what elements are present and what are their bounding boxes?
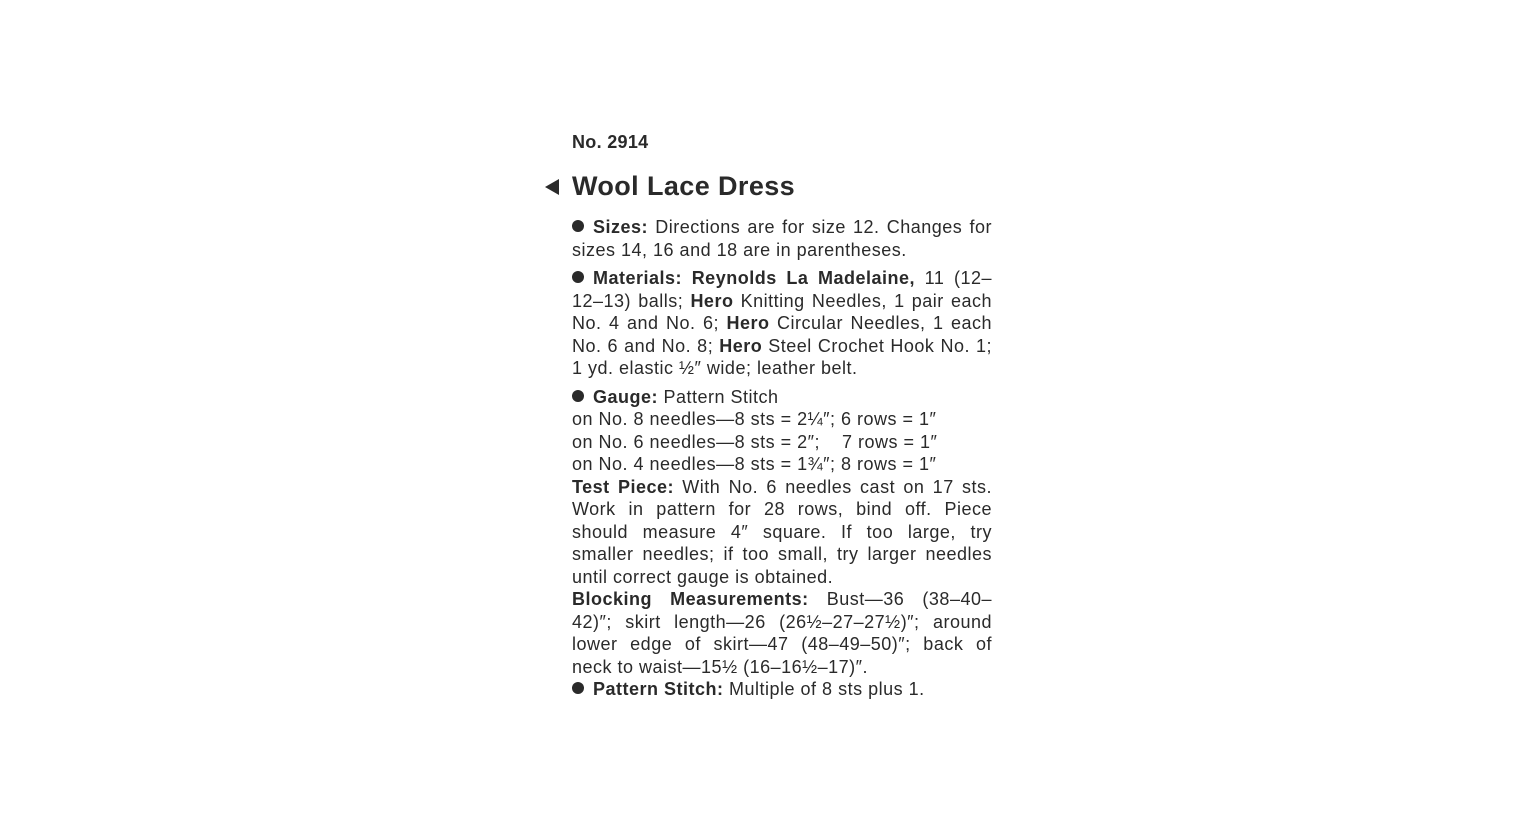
pattern-stitch-text: Multiple of 8 sts plus 1. — [723, 679, 925, 699]
materials-text: Knitting Needles, 1 pair each No. 4 and No. 6; — [572, 290, 992, 333]
bullet-icon — [572, 271, 584, 283]
pattern-document — [572, 130, 992, 701]
sizes-text: Directions are for size 12. Changes for sizes 14, 16 and 18 are in parentheses. — [572, 217, 992, 260]
materials-brand-hero: Hero — [726, 313, 770, 333]
materials-brand-hero: Hero — [690, 290, 734, 311]
bullet-icon — [572, 390, 584, 402]
materials-brand-hero: Hero — [719, 335, 763, 356]
bullet-icon — [572, 220, 584, 232]
blocking-section — [572, 588, 992, 678]
materials-text: Circular Needles, 1 each No. 6 and No. 8; — [572, 313, 992, 356]
sizes-section — [572, 216, 992, 261]
title-row — [572, 168, 992, 204]
blocking-label: Blocking Measurements: — [572, 589, 809, 609]
pattern-number: No. 2914 — [572, 132, 649, 152]
gauge-line: on No. 6 needles—8 sts = 2″; 7 rows = 1″ — [572, 431, 938, 452]
materials-yarn-brand: Reynolds La Madelaine, — [691, 268, 916, 288]
pointer-arrow-icon — [545, 179, 559, 195]
gauge-section — [572, 386, 992, 409]
gauge-label: Gauge: — [593, 386, 659, 407]
pattern-title: Wool Lace Dress — [572, 171, 796, 201]
gauge-text: Pattern Stitch — [658, 386, 779, 407]
test-piece-section — [572, 476, 992, 589]
pattern-stitch-label: Pattern Stitch: — [593, 679, 724, 699]
materials-section — [572, 267, 992, 380]
test-piece-label: Test Piece: — [572, 476, 675, 497]
blocking-text: Bust—36 (38–40–42)″; skirt length—26 (26½–27–27½)″; around lower edge of skirt—47 (48–49–50)″; back of neck to waist—15½ (16–16½–17)″. — [572, 589, 992, 677]
test-piece-text: With No. 6 needles cast on 17 sts. Work in pattern for 28 rows, bind off. Piece should measure 4″ square. If too large, try smaller needles; if too small, try larger needles until correct gauge is obtained. — [572, 476, 993, 587]
bullet-icon — [572, 682, 584, 694]
materials-text: 11 (12–12–13) balls; — [572, 268, 992, 311]
gauge-line: on No. 8 needles—8 sts = 2¼″; 6 rows = 1″ — [572, 409, 937, 429]
gauge-line: on No. 4 needles—8 sts = 1¾″; 8 rows = 1″ — [572, 454, 937, 474]
materials-text: Steel Crochet Hook No. 1; 1 yd. elastic ½″ wide; leather belt. — [572, 335, 992, 378]
materials-label: Materials: — [593, 268, 683, 288]
sizes-label: Sizes: — [593, 217, 649, 237]
pattern-stitch-section — [572, 678, 992, 701]
